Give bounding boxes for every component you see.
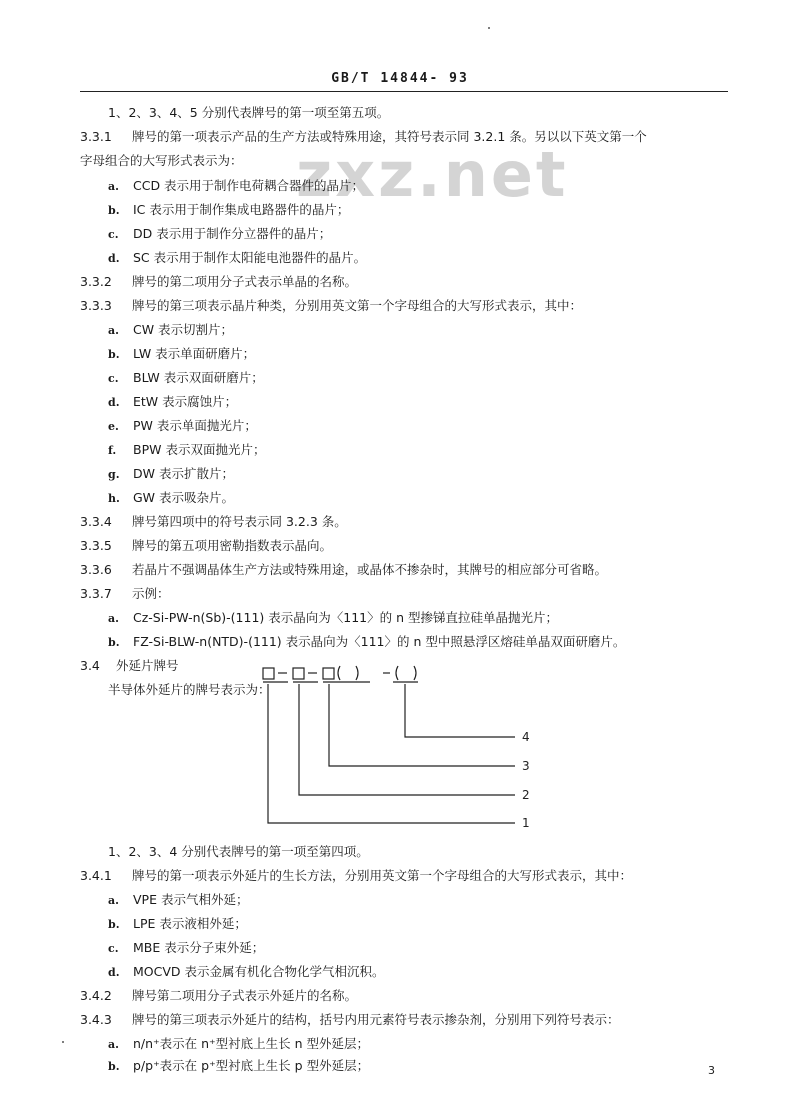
leader-2 (299, 684, 515, 795)
callout-1: 1 (522, 816, 530, 830)
scan-speck (488, 27, 490, 29)
list-item: b. IC 表示用于制作集成电路器件的晶片； (108, 202, 350, 217)
list-item: h. GW 表示吸杂片。 (108, 490, 235, 505)
clause-3-4-3: 3.4.3 牌号的第三项表示外延片的结构，括号内用元素符号表示掺杂剂，分别用下列符号表示： (80, 1012, 620, 1027)
list-item: f. BPW 表示双面抛光片； (108, 442, 266, 457)
callout-4: 4 (522, 730, 530, 744)
list-item: e. PW 表示单面抛光片； (108, 418, 257, 433)
page-number: 3 (708, 1064, 715, 1077)
list-item: b. LW 表示单面研磨片； (108, 346, 256, 361)
list-item: a. CCD 表示用于制作电荷耦合器件的晶片； (108, 178, 365, 193)
clause-3-3-1-cont: 字母组合的大写形式表示为： (80, 153, 243, 168)
clause-3-3-2: 3.3.2 牌号的第二项用分子式表示单晶的名称。 (80, 274, 358, 289)
para-legend-1: 1、2、3、4、5 分别代表牌号的第一项至第五项。 (108, 105, 390, 120)
designation-diagram (250, 660, 550, 835)
list-item: b. LPE 表示液相外延； (108, 916, 247, 931)
callout-2: 2 (522, 788, 530, 802)
list-item: a. CW 表示切割片； (108, 322, 234, 337)
clause-3-3-1: 3.3.1 牌号的第一项表示产品的生产方法或特殊用途，其符号表示同 3.2.1 条。另以以下英文第一个 (80, 129, 647, 144)
leader-3 (329, 684, 515, 766)
standard-code: GB/T 14844- 93 (331, 71, 469, 86)
list-item: a. VPE 表示气相外延； (108, 892, 249, 907)
clause-3-3-4: 3.3.4 牌号第四项中的符号表示同 3.2.3 条。 (80, 514, 347, 529)
notation-text: □-□-□( )-( ) (260, 663, 267, 664)
scan-speck (62, 1041, 64, 1043)
list-item: a. n/n⁺表示在 n⁺型衬底上生长 n 型外延层； (108, 1036, 370, 1051)
watermark: zxz.net (296, 138, 569, 211)
code-box-3 (323, 668, 334, 679)
list-item: g. DW 表示扩散片； (108, 466, 234, 481)
list-item: c. MBE 表示分子束外延； (108, 940, 265, 955)
list-item: d. EtW 表示腐蚀片； (108, 394, 238, 409)
code-box-1 (263, 668, 274, 679)
clause-3-4-1: 3.4.1 牌号的第一项表示外延片的生长方法，分别用英文第一个字母组合的大写形式表示，其中： (80, 868, 633, 883)
list-item: b. p/p⁺表示在 p⁺型衬底上生长 p 型外延层； (108, 1058, 370, 1073)
clause-3-3-5: 3.3.5 牌号的第五项用密勒指数表示晶向。 (80, 538, 333, 553)
leader-4 (405, 684, 515, 737)
list-item: d. MOCVD 表示金属有机化合物化学气相沉积。 (108, 964, 385, 979)
clause-3-3-6: 3.3.6 若晶片不强调晶体生产方法或特殊用途，或晶体不掺杂时，其牌号的相应部分可省略。 (80, 562, 608, 577)
clause-3-4-2: 3.4.2 牌号第二项用分子式表示外延片的名称。 (80, 988, 358, 1003)
clause-3-3-7: 3.3.7 示例： (80, 586, 170, 601)
example-item: a. Cz-Si-PW-n(Sb)-(111) 表示晶向为〈111〉的 n 型掺锑直拉硅单晶抛光片； (108, 610, 558, 625)
leader-1 (268, 684, 515, 823)
list-item: c. BLW 表示双面研磨片； (108, 370, 264, 385)
list-item: c. DD 表示用于制作分立器件的晶片； (108, 226, 332, 241)
clause-3-3-3: 3.3.3 牌号的第三项表示晶片种类，分别用英文第一个字母组合的大写形式表示，其中： (80, 298, 583, 313)
list-item: d. SC 表示用于制作太阳能电池器件的晶片。 (108, 250, 367, 265)
para-legend-2: 1、2、3、4 分别代表牌号的第一项至第四项。 (108, 844, 369, 859)
para-epi-intro: 半导体外延片的牌号表示为： (108, 682, 271, 697)
section-3-4-heading: 3.4 外延片牌号 (80, 658, 179, 673)
header-rule (80, 91, 728, 92)
example-item: b. FZ-Si-BLW-n(NTD)-(111) 表示晶向为〈111〉的 n 型中照悬浮区熔硅单晶双面研磨片。 (108, 634, 626, 649)
callout-3: 3 (522, 759, 530, 773)
code-box-2 (293, 668, 304, 679)
